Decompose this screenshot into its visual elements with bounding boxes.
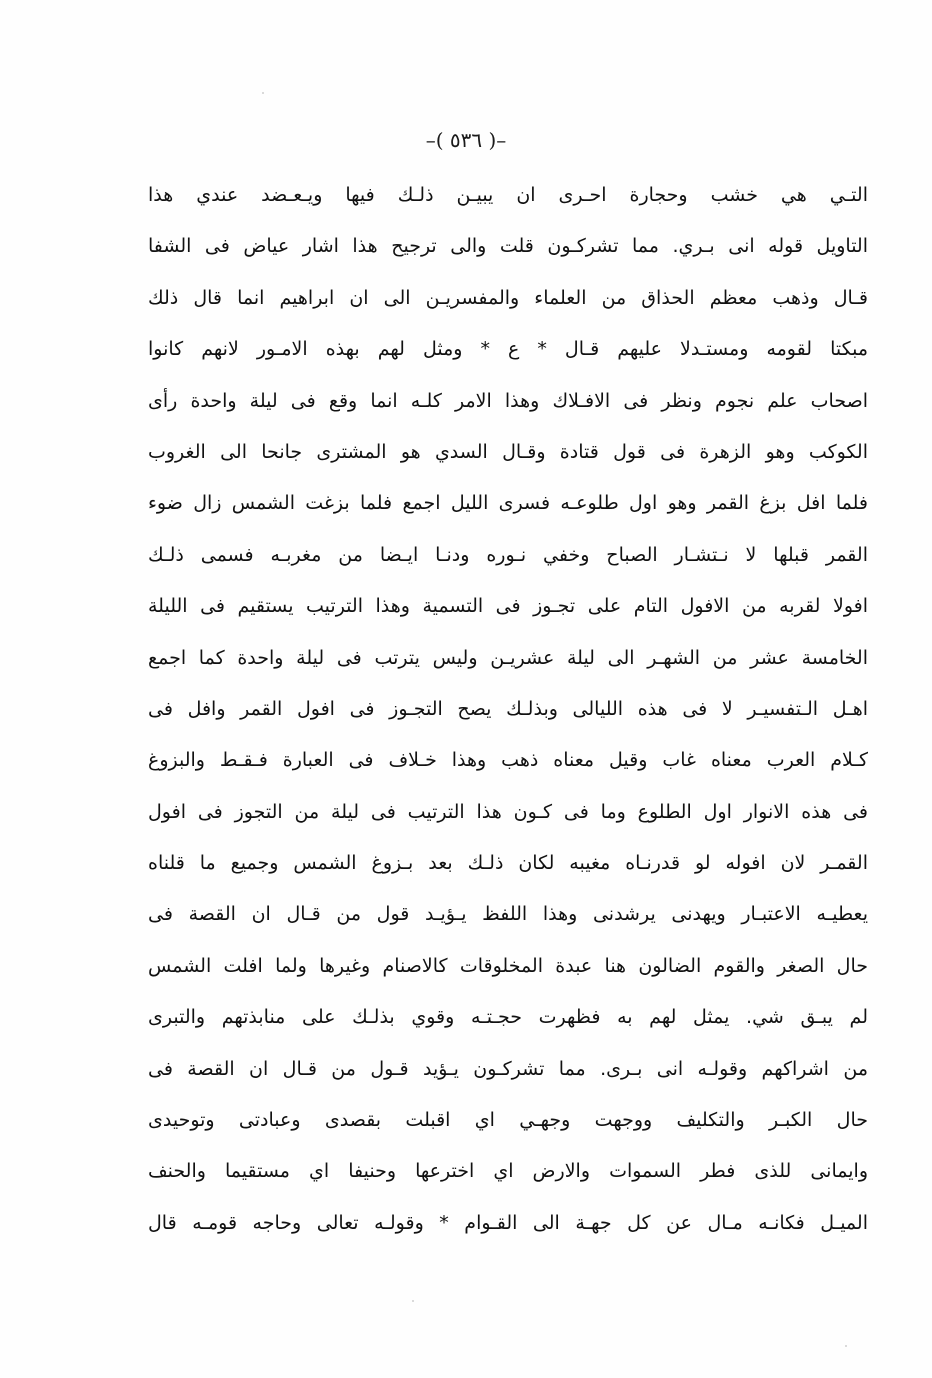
text-line-20: وايمانى للذى فطر السموات والارض اي اخترعها وحنيفا اي مستقيما والحنف (148, 1160, 868, 1183)
text-body (148, 170, 868, 1249)
text-line-13: فى هذه الانوار اول الطلوع وما فى كـون هذا الترتيب فى ليلة من التجوز فى افول (148, 800, 868, 823)
text-line-10: الخامسة عشر من الشهـر الى ليلة عشريـن وليس يترتب فى ليلة واحدة كما اجمع (148, 646, 868, 669)
paper-speck (412, 1300, 414, 1302)
text-line-17: لم يبـق شي. يمثل لهم به فظهرت حجـتـه وقوي بذلـك على منابذتهم والتبرى (148, 1006, 868, 1029)
text-line-6: الكوكب وهو الزهرة فى قول قتادة وقـال السدي هو المشترى جانحا الى الغروب (148, 440, 868, 463)
text-line-19: حال الكبـر والتكليف ووجهت وجهـي اي اقبلت بقصدى وعبادتى وتوحيدى (148, 1109, 868, 1132)
text-line-5: اصحاب علم نجوم ونظر فى الافـلاك وهذا الامر كلـه انما وقع فى ليلة واحدة رأى (148, 389, 868, 412)
paper-speck (262, 92, 264, 94)
text-line-7: فلما افل بزغ القمر وهو اول طلوعـه فسرى الليل اجمع فلما بزغت الشمس زال ضوء (148, 492, 868, 515)
text-line-9: افولا لقربه من الافول التام على تجـوز فى التسمية وهذا الترتيب يستقيم فى الليلة (148, 595, 868, 618)
text-line-16: حال الصغر والقوم الضالون هنا عبدة المخلوقات كالاصنام وغيرها ولما افلت الشمس (148, 954, 868, 977)
text-line-12: كـلام العرب معناه غاب وقيل معناه ذهب وهذا خـلاف فى العبارة فـقـط والبزوغ (148, 749, 868, 772)
text-line-15: يعطيـه الاعتبـار ويهدنى يرشدنى وهذا اللفظ يـؤيـد قول من قـال ان القصة فى (148, 903, 868, 926)
page-number: –( ٥٣٦ )– (425, 128, 507, 152)
text-line-11: اهـل الـتفسيـر لا فى هذه الليالى وبذلـك يصح التجـوز فى افول القمر وافل فى (148, 697, 868, 720)
text-line-1: التـي هي خشب وحجارة احـرى ان يبيـن ذلـك فيها ويـعـضد عندي هذا (148, 184, 868, 206)
text-line-18: من اشراكهم وقولـه انى بـرى. مما تشركـون يـؤيد قـول من قـال ان القصة فى (148, 1057, 868, 1080)
paper-speck (845, 1345, 847, 1347)
text-line-2: التاويل قوله انى بـري. مما تشركـون قلت والى ترجيح هذا اشار عياض فى الشفا (148, 235, 868, 258)
text-line-3: قـال وذهب معظم الحذاق من العلماء والمفسريـن الى ان ابراهيم انما قال ذلك (148, 286, 868, 309)
text-line-21: الميـل فكانـه مـال عن كل جهـة الى القـوام * وقولـه تعالى وحاجه قومـه قال (148, 1211, 868, 1234)
text-line-8: القمر قبلها لا نـتشـار الصباح وخفي نـوره ودنـا ايـضا من مغربـه فسمى ذلـك (148, 543, 868, 566)
text-line-14: القمـر لان افوله لو قدرنـاه مغيبه لكان ذلـك بعد بـزوغ الشمس وجميع ما قلناه (148, 852, 868, 875)
text-line-4: مبكتا لقومه ومستـدلا عليهم قـال * ع * ومثل لهم بهذه الامـور لانهم كانوا (148, 338, 868, 361)
